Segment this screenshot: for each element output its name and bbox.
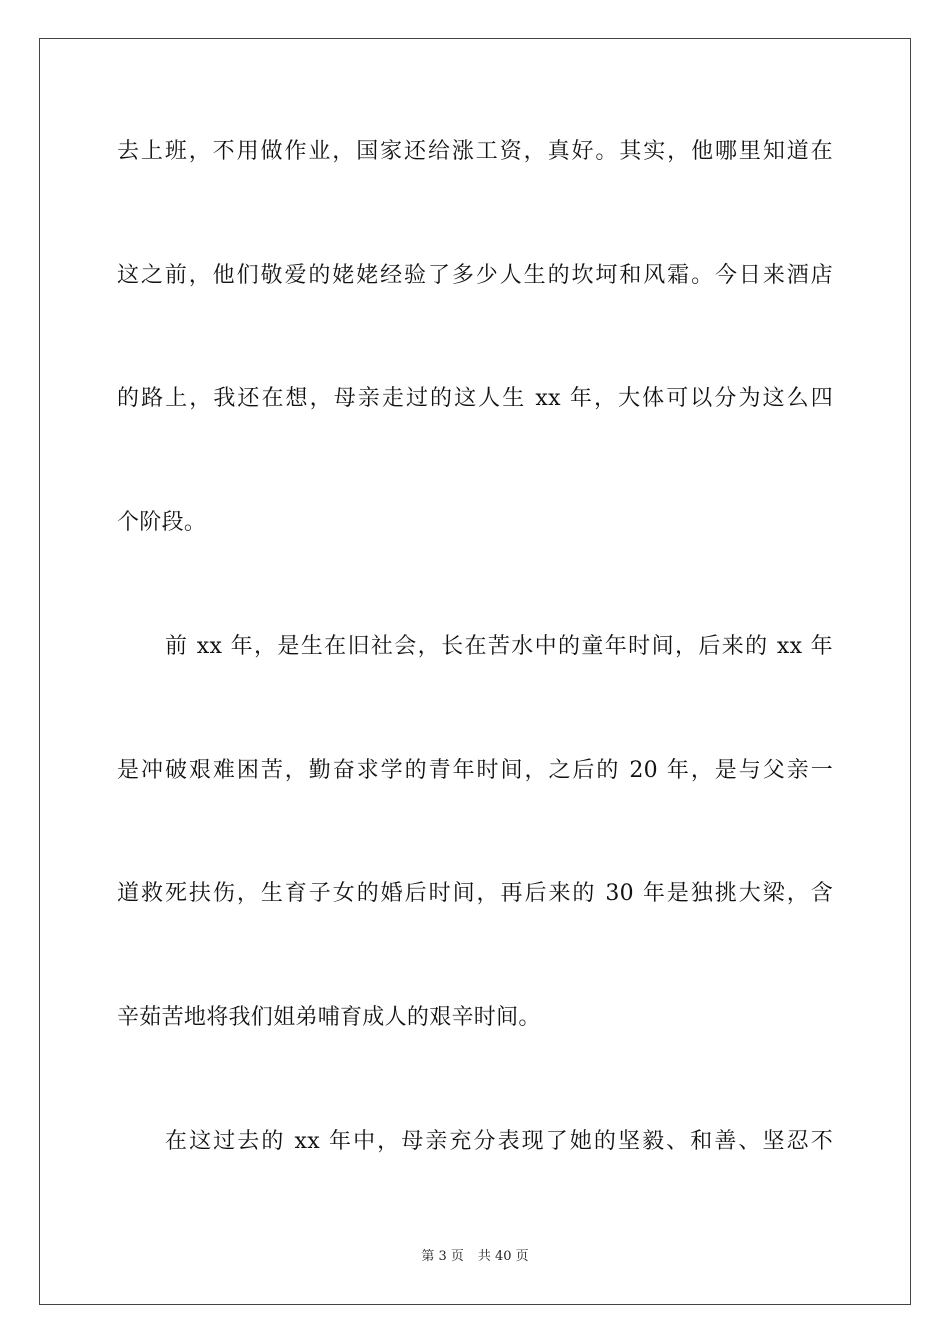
current-page-number: 第 3 页 [421,1249,464,1264]
text-line-6: 是冲破艰难困苦，勤奋求学的青年时间，之后的 20 年，是与父亲一 [117,758,833,783]
page-footer [0,1248,950,1266]
text-line-3: 的路上，我还在想，母亲走过的这人生 xx 年，大体可以分为这么四 [117,386,833,411]
text-line-1: 去上班，不用做作业，国家还给涨工资，真好。其实，他哪里知道在 [117,139,833,164]
total-pages: 共 40 页 [477,1249,529,1264]
text-line-9: 在这过去的 xx 年中，母亲充分表现了她的坚毅、和善、坚忍不 [165,1129,833,1154]
text-line-4: 个阶段。 [117,510,207,535]
text-line-2: 这之前，他们敬爱的姥姥经验了多少人生的坎坷和风霜。今日来酒店 [117,263,833,288]
text-line-8: 辛茹苦地将我们姐弟哺育成人的艰辛时间。 [117,1005,541,1030]
text-line-5: 前 xx 年，是生在旧社会，长在苦水中的童年时间，后来的 xx 年 [165,634,833,659]
page-border [39,38,911,1305]
text-line-7: 道救死扶伤，生育子女的婚后时间，再后来的 30 年是独挑大梁，含 [117,881,833,906]
